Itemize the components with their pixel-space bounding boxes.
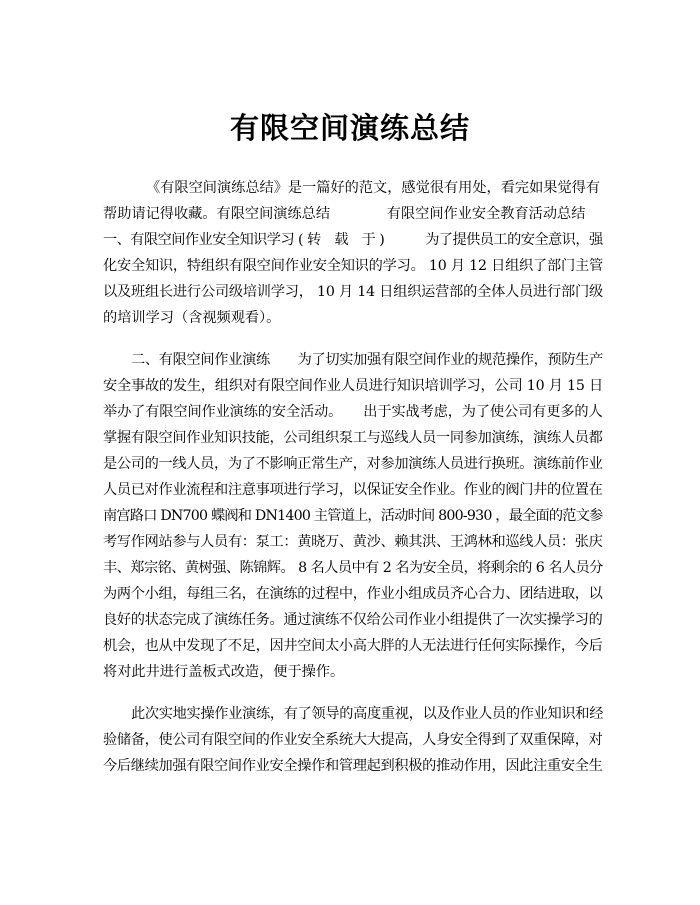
paragraph-1-line-6: 的培训学习（含视频观看）。 [103,310,281,326]
paragraph-2-line-3: 举办了有限空间作业演练的安全活动。 出于实战考虑，为了使公司有更多的人 [103,404,603,420]
paragraph-3-line-3: 今后继续加强有限空间作业安全操作和管理起到积极的推动作用，因此注重安全生 [103,758,603,774]
paragraph-2-line-5: 是公司的一线人员，为了不影响正常生产，对参加演练人员进行换班。演练前作业 [103,456,603,472]
paragraph-1-line-3: 一、有限空间作业安全知识学习 ( 转 载 于 ) 为了提供员工的安全意识，强 [103,232,603,248]
paragraph-2-line-1: 二、有限空间作业演练 为了切实加强有限空间作业的规范操作，预防生产 [131,352,604,368]
paragraph-1-line-2: 帮助请记得收藏。有限空间演练总结 有限空间作业安全教育活动总结 [103,206,586,222]
paragraph-2-line-11: 良好的状态完成了演练任务。通过演练不仅给公司作业小组提供了一次实操学习的 [103,612,603,628]
paragraph-2-line-8: 考写作网站参与人员有：泵工：黄晓万、黄沙、赖其洪、王鸿林和巡线人员：张庆 [103,534,603,550]
paragraph-1-line-4: 化安全知识，特组织有限空间作业安全知识的学习。 10 月 12 日组织了部门主管 [103,258,603,274]
paragraph-1-line-1: 《有限空间演练总结》是一篇好的范文，感觉很有用处，看完如果觉得有 [146,180,601,196]
paragraph-1-line-5: 以及班组长进行公司级培训学习， 10 月 14 日组织运营部的全体人员进行部门级 [103,284,603,300]
paragraph-2-line-6: 人员已对作业流程和注意事项进行学习，以保证安全作业。作业的阀门井的位置在 [103,482,603,498]
document-title: 有限空间演练总结 [229,111,470,145]
paragraph-2-line-2: 安全事故的发生，组织对有限空间作业人员进行知识培训学习，公司 10 月 15 日 [103,378,603,394]
paragraph-3-line-1: 此次实地实操作业演练，有了领导的高度重视，以及作业人员的作业知识和经 [131,706,604,722]
paragraph-3-line-2: 验储备，使公司有限空间的作业安全系统大大提高，人身安全得到了双重保障，对 [103,732,603,748]
paragraph-2-line-7: 南宫路口 DN700 蝶阀和 DN1400 主管道上，活动时间 800-930 ，最全面的范文参 [103,508,603,524]
paragraph-2-line-4: 掌握有限空间作业知识技能，公司组织泵工与巡线人员一同参加演练，演练人员都 [103,430,603,446]
paragraph-2-line-9: 丰、郑宗铭、黄树强、陈锦辉。 8 名人员中有 2 名为安全员，将剩余的 6 名人员分 [103,560,603,576]
paragraph-2-line-10: 为两个小组，每组三名，在演练的过程中，作业小组成员齐心合力、团结进取，以 [103,586,603,602]
paragraph-2-line-12: 机会，也从中发现了不足，因井空间太小高大胖的人无法进行任何实际操作，今后 [103,638,603,654]
paragraph-2-line-13: 将对此井进行盖板式改造，便于操作。 [103,664,345,680]
